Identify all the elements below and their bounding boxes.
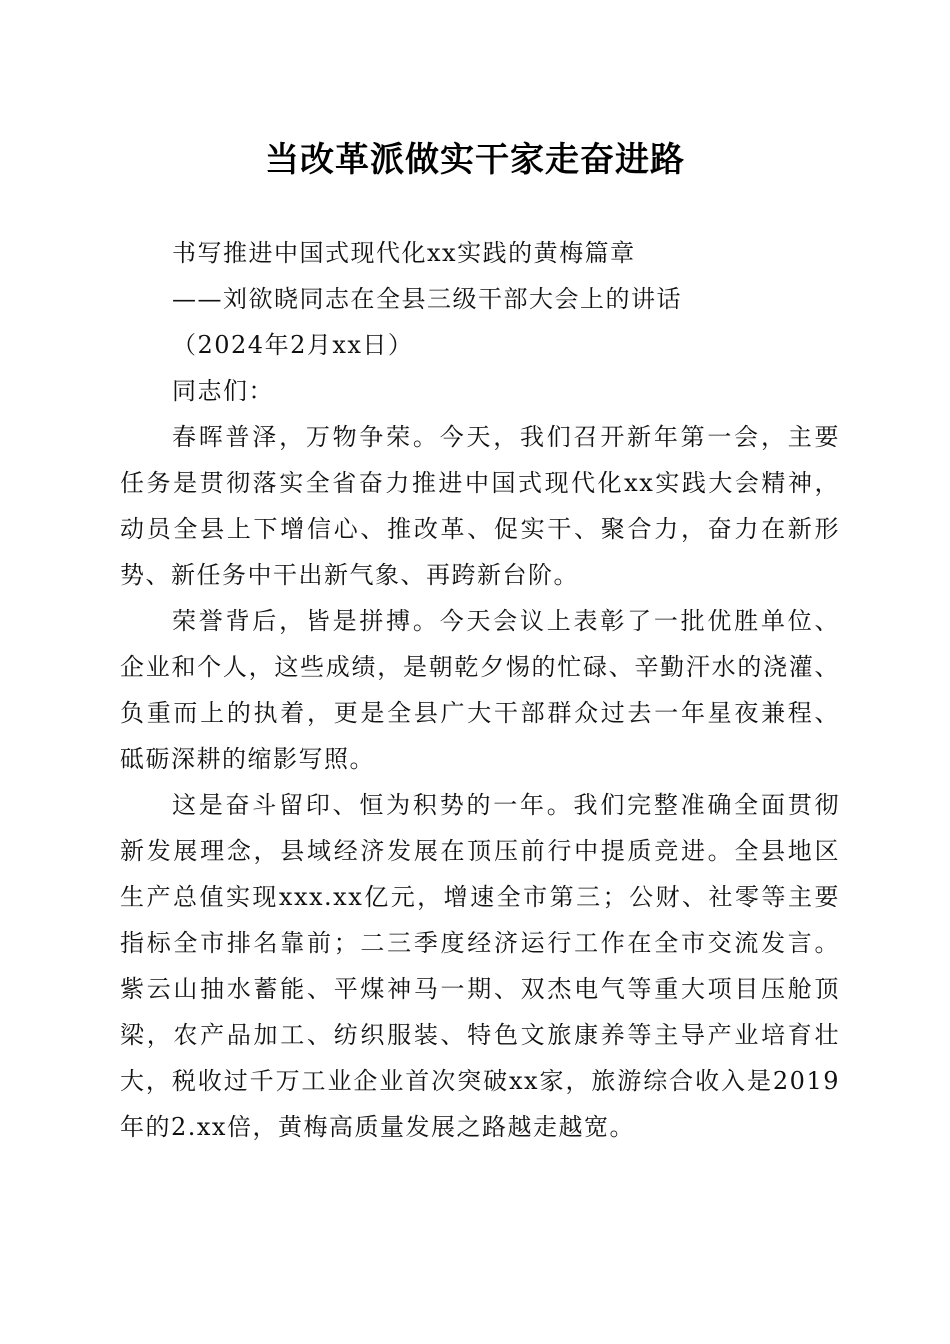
- paragraph-line: 砥砺深耕的缩影写照。: [120, 745, 375, 773]
- date-line: （2024年2月xx日）: [172, 331, 414, 359]
- paragraph-line: 梁，农产品加工、纺织服装、特色文旅康养等主导产业培育壮: [120, 1021, 840, 1049]
- paragraph-line: 紫云山抽水蓄能、平煤神马一期、双杰电气等重大项目压舱顶: [120, 975, 840, 1003]
- paragraph-3: [120, 782, 840, 1150]
- paragraph-line: 荣誉背后，皆是拼搏。今天会议上表彰了一批优胜单位、: [172, 607, 840, 635]
- salutation: 同志们：: [172, 377, 274, 405]
- paragraph-line: 指标全市排名靠前；二三季度经济运行工作在全市交流发言。: [120, 929, 840, 957]
- paragraph-line: 大，税收过千万工业企业首次突破xx家，旅游综合收入是2019: [120, 1067, 840, 1095]
- paragraph-line: 势、新任务中干出新气象、再跨新台阶。: [120, 561, 579, 589]
- paragraph-line: 负重而上的执着，更是全县广大干部群众过去一年星夜兼程、: [120, 699, 840, 727]
- paragraph-line: 企业和个人，这些成绩，是朝乾夕惕的忙碌、辛勤汗水的浇灌、: [120, 653, 840, 681]
- paragraph-line: 这是奋斗留印、恒为积势的一年。我们完整准确全面贯彻: [172, 791, 840, 819]
- paragraph-line: 生产总值实现xxx.xx亿元，增速全市第三；公财、社零等主要: [120, 883, 840, 911]
- paragraph-line: 动员全县上下增信心、推改革、促实干、聚合力，奋力在新形: [120, 515, 840, 543]
- paragraph-line: 年的2.xx倍，黄梅高质量发展之路越走越宽。: [120, 1113, 635, 1141]
- document-subtitle: 书写推进中国式现代化xx实践的黄梅篇章: [172, 239, 636, 267]
- speaker-line: ——刘欲晓同志在全县三级干部大会上的讲话: [172, 285, 682, 313]
- document-title: 当改革派做实干家走奋进路: [265, 140, 685, 180]
- paragraph-line: 春晖普泽，万物争荣。今天，我们召开新年第一会，主要: [172, 423, 840, 451]
- document-body: [120, 230, 840, 1150]
- paragraph-line: 任务是贯彻落实全省奋力推进中国式现代化xx实践大会精神，: [120, 469, 840, 497]
- paragraph-1: [120, 414, 840, 598]
- paragraph-line: 新发展理念，县域经济发展在顶压前行中提质竞进。全县地区: [120, 837, 840, 865]
- paragraph-2: [120, 598, 840, 782]
